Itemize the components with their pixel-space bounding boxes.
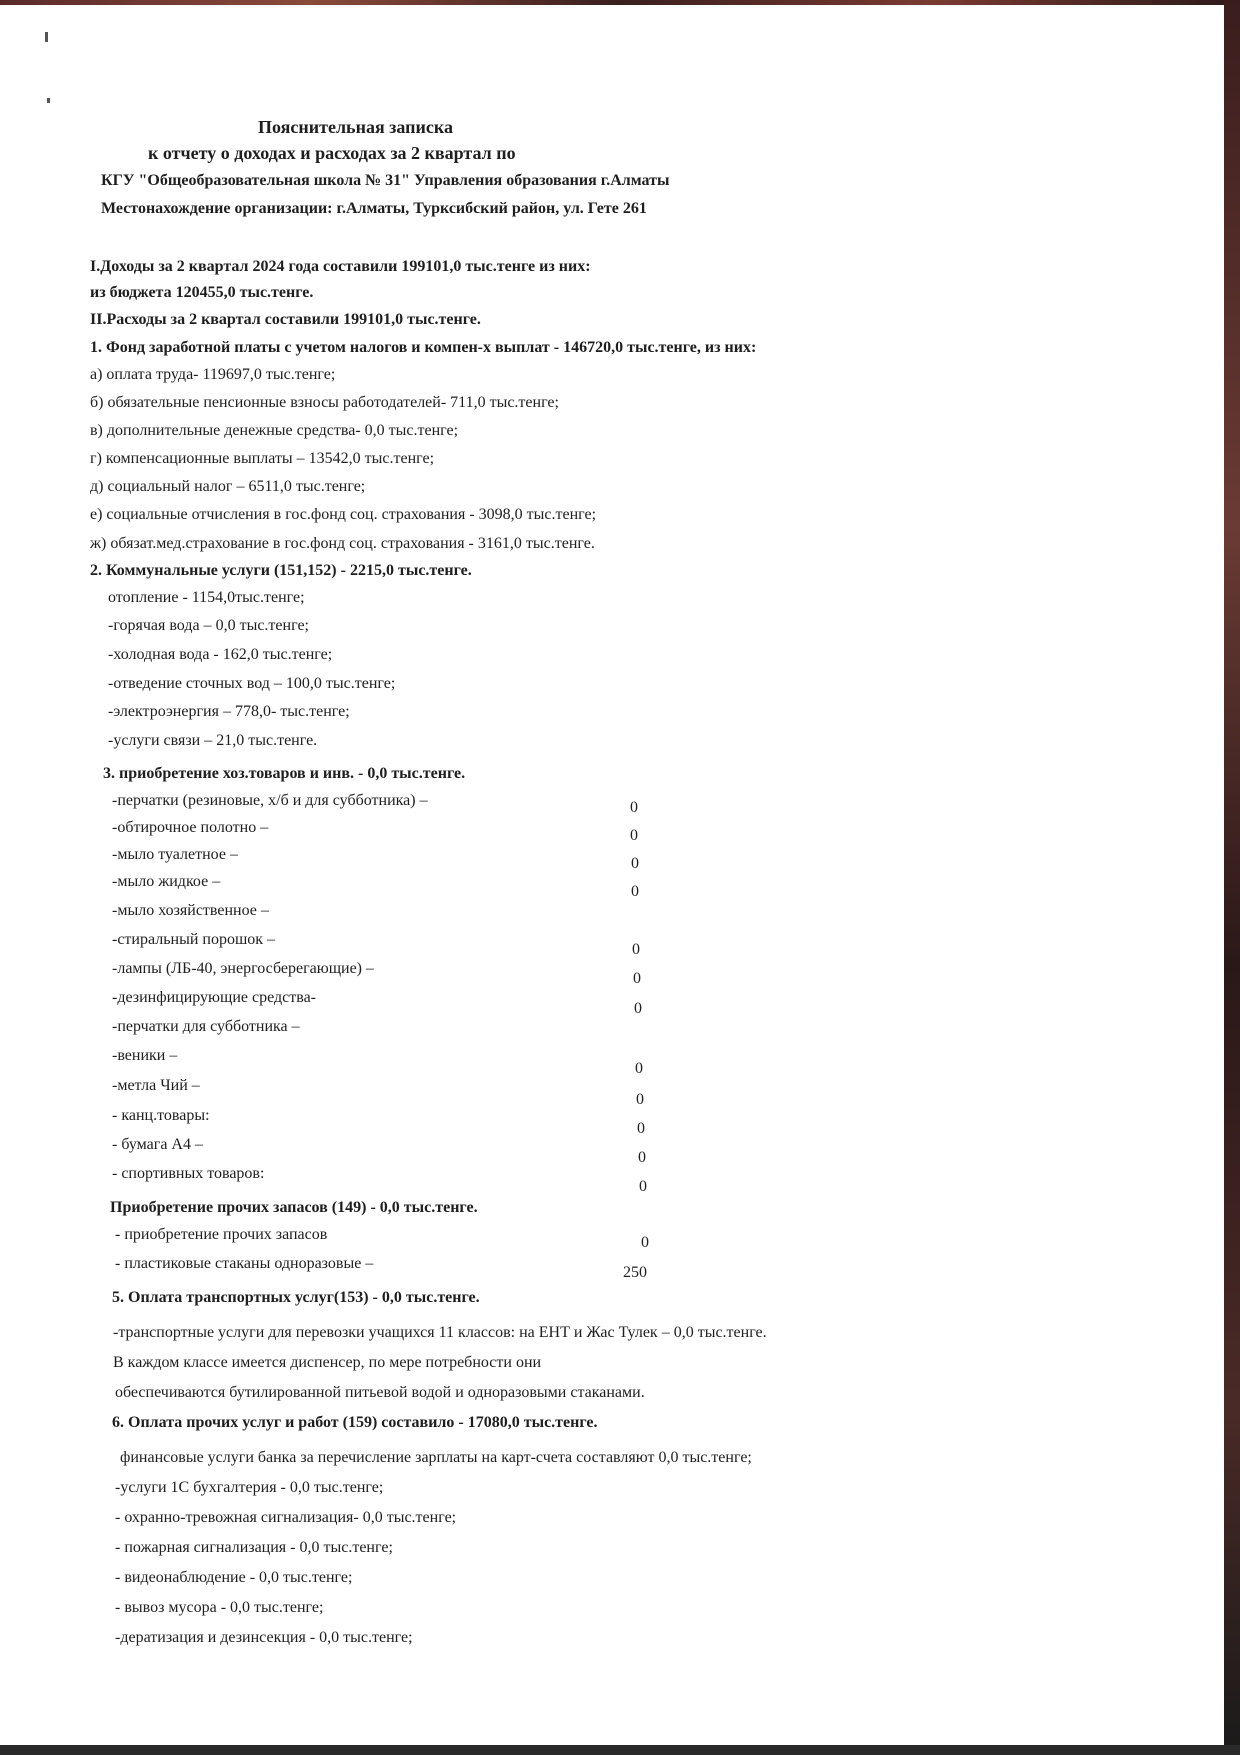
income-budget: из бюджета 120455,0 тыс.тенге.: [90, 284, 314, 301]
section-1-item: е) социальные отчисления в гос.фонд соц. страхования - 3098,0 тыс.тенге;: [90, 506, 597, 523]
section-2-item: -электроэнергия – 778,0- тыс.тенге;: [108, 703, 350, 720]
section-5-heading: 5. Оплата транспортных услуг(153) - 0,0 тыс.тенге.: [112, 1289, 480, 1306]
section-1-heading: 1. Фонд заработной платы с учетом налогов и компен-х выплат - 146720,0 тыс.тенге, из них:: [90, 339, 757, 356]
section-3-value: 0: [632, 941, 640, 958]
section-4-item: - приобретение прочих запасов: [115, 1226, 328, 1243]
section-3-item: - бумага А4 –: [112, 1136, 203, 1153]
section-3-item: -мыло туалетное –: [112, 846, 238, 863]
section-6-item: - видеонаблюдение - 0,0 тыс.тенге;: [115, 1569, 353, 1586]
section-4-heading: Приобретение прочих запасов (149) - 0,0 тыс.тенге.: [110, 1199, 478, 1216]
organization-location: Местонахождение организации: г.Алматы, Турксибский район, ул. Гете 261: [101, 200, 647, 217]
section-3-value: 0: [637, 1120, 645, 1137]
section-6-item: -услуги 1С бухгалтерия - 0,0 тыс.тенге;: [115, 1479, 384, 1496]
section-3-item: - спортивных товаров:: [112, 1165, 265, 1182]
section-6-heading: 6. Оплата прочих услуг и работ (159) составило - 17080,0 тыс.тенге.: [112, 1414, 598, 1431]
organization-name: КГУ "Общеобразовательная школа № 31" Управления образования г.Алматы: [101, 172, 670, 189]
scan-right-edge: [1224, 0, 1240, 1755]
section-3-value: 0: [630, 799, 638, 816]
section-2-item: отопление - 1154,0тыс.тенге;: [108, 589, 305, 606]
section-3-value: 0: [635, 1060, 643, 1077]
section-6-item: - вывоз мусора - 0,0 тыс.тенге;: [115, 1599, 324, 1616]
section-1-item: д) социальный налог – 6511,0 тыс.тенге;: [90, 478, 366, 495]
section-5-line: обеспечиваются бутилированной питьевой водой и одноразовыми стаканами.: [115, 1384, 645, 1401]
section-1-item: ж) обязат.мед.страхование в гос.фонд соц. страхования - 3161,0 тыс.тенге.: [90, 535, 595, 552]
section-3-item: -перчатки для субботника –: [112, 1018, 300, 1035]
section-3-item: -мыло жидкое –: [112, 873, 221, 890]
section-4-item: - пластиковые стаканы одноразовые –: [115, 1255, 374, 1272]
section-3-item: - канц.товары:: [112, 1107, 210, 1124]
section-1-item: б) обязательные пенсионные взносы работодателей- 711,0 тыс.тенге;: [90, 394, 559, 411]
section-3-value: 0: [639, 1178, 647, 1195]
section-3-item: -метла Чий –: [112, 1077, 200, 1094]
section-3-value: 0: [638, 1149, 646, 1166]
scan-bottom-edge: [0, 1745, 1240, 1755]
section-3-value: 0: [634, 1000, 642, 1017]
scan-mark: [45, 32, 48, 42]
section-1-item: в) дополнительные денежные средства- 0,0 тыс.тенге;: [90, 422, 459, 439]
section-6-item: финансовые услуги банка за перечисление зарплаты на карт-счета составляют 0,0 тыс.тенге;: [120, 1449, 752, 1466]
section-3-item: -обтирочное полотно –: [112, 819, 269, 836]
section-6-item: -дератизация и дезинсекция - 0,0 тыс.тенге;: [115, 1629, 413, 1646]
section-3-heading: 3. приобретение хоз.товаров и инв. - 0,0 тыс.тенге.: [103, 765, 466, 782]
section-3-value: 0: [630, 827, 638, 844]
section-2-heading: 2. Коммунальные услуги (151,152) - 2215,0 тыс.тенге.: [90, 562, 472, 579]
section-3-value: 0: [631, 883, 639, 900]
section-1-item: г) компенсационные выплаты – 13542,0 тыс.тенге;: [90, 450, 435, 467]
section-3-item: -дезинфицирующие средства-: [112, 989, 316, 1006]
section-3-value: 0: [636, 1091, 644, 1108]
document-subtitle: к отчету о доходах и расходах за 2 квартал по: [148, 143, 516, 163]
section-3-value: 0: [631, 855, 639, 872]
document-title: Пояснительная записка: [258, 117, 454, 137]
section-3-item: -мыло хозяйственное –: [112, 902, 269, 919]
section-1-item: а) оплата труда- 119697,0 тыс.тенге;: [90, 366, 336, 383]
section-6-item: - охранно-тревожная сигнализация- 0,0 тыс.тенге;: [115, 1509, 457, 1526]
section-3-item: -лампы (ЛБ-40, энергосберегающие) –: [112, 960, 374, 977]
section-2-item: -отведение сточных вод – 100,0 тыс.тенге;: [108, 675, 396, 692]
section-4-value: 0: [641, 1234, 649, 1251]
section-3-value: 0: [633, 970, 641, 987]
section-3-item: -стиральный порошок –: [112, 931, 276, 948]
section-2-item: -горячая вода – 0,0 тыс.тенге;: [108, 617, 309, 634]
section-2-item: -холодная вода - 162,0 тыс.тенге;: [108, 646, 333, 663]
section-5-line: -транспортные услуги для перевозки учащихся 11 классов: на ЕНТ и Жас Тулек – 0,0 тыс.тенге.: [113, 1324, 767, 1341]
section-5-line: В каждом классе имеется диспенсер, по мере потребности они: [113, 1354, 542, 1371]
section-4-value: 250: [623, 1264, 647, 1281]
income-total: I.Доходы за 2 квартал 2024 года составили 199101,0 тыс.тенге из них:: [90, 258, 591, 275]
expenses-total: II.Расходы за 2 квартал составили 199101,0 тыс.тенге.: [90, 311, 481, 328]
section-3-item: -перчатки (резиновые, х/б и для субботника) –: [112, 792, 428, 809]
section-6-item: - пожарная сигнализация - 0,0 тыс.тенге;: [115, 1539, 393, 1556]
section-3-item: -веники –: [112, 1047, 178, 1064]
scan-mark: [47, 98, 50, 103]
section-2-item: -услуги связи – 21,0 тыс.тенге.: [108, 732, 318, 749]
